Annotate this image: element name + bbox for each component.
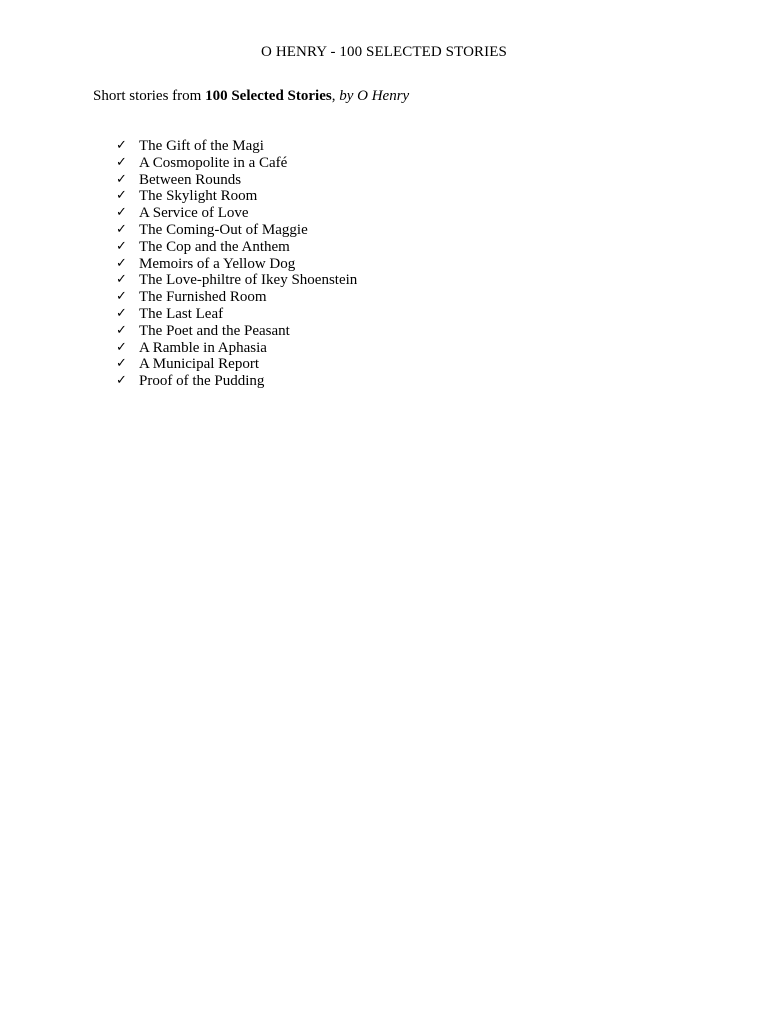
story-title: Between Rounds (139, 171, 242, 188)
list-item (116, 306, 357, 323)
story-list (116, 138, 357, 390)
story-title: A Cosmopolite in a Café (139, 154, 288, 171)
story-title: A Service of Love (139, 205, 249, 222)
list-item (116, 340, 357, 357)
story-title: The Cop and the Anthem (139, 238, 290, 255)
list-item (116, 373, 357, 390)
checkmark-icon: ✓ (116, 305, 127, 321)
page-title: O HENRY - 100 SELECTED STORIES (261, 44, 507, 60)
byline: by O Henry (339, 88, 410, 104)
story-title: The Love-philtre of Ikey Shoenstein (139, 272, 358, 289)
list-item (116, 356, 357, 373)
checkmark-icon: ✓ (116, 339, 127, 355)
checkmark-icon: ✓ (116, 138, 127, 153)
story-title: The Coming-Out of Maggie (139, 221, 308, 238)
list-item (116, 155, 357, 172)
checkmark-icon: ✓ (116, 154, 127, 170)
checkmark-icon: ✓ (116, 289, 127, 305)
story-title: The Poet and the Peasant (139, 322, 290, 339)
checkmark-icon: ✓ (116, 238, 127, 254)
story-title: The Skylight Room (139, 188, 258, 205)
list-item (116, 239, 357, 256)
story-title: The Last Leaf (139, 305, 224, 322)
checkmark-icon: ✓ (116, 255, 127, 271)
list-item (116, 272, 357, 289)
story-title: A Ramble in Aphasia (139, 339, 267, 356)
checkmark-icon: ✓ (116, 373, 127, 389)
checkmark-icon: ✓ (116, 171, 127, 187)
checkmark-icon: ✓ (116, 356, 127, 372)
list-item (116, 222, 357, 239)
checkmark-icon: ✓ (116, 188, 127, 204)
checkmark-icon: ✓ (116, 221, 127, 237)
list-item (116, 289, 357, 306)
intro-comma: , (331, 88, 340, 104)
list-item (116, 138, 357, 155)
story-title: The Gift of the Magi (139, 138, 264, 154)
story-title: A Municipal Report (139, 356, 259, 373)
checkmark-icon: ✓ (116, 272, 127, 288)
list-item (116, 172, 357, 189)
book-title: 100 Selected Stories (205, 88, 332, 104)
story-title: The Furnished Room (139, 289, 267, 306)
story-title: Memoirs of a Yellow Dog (139, 255, 296, 272)
intro-prefix: Short stories from (93, 88, 206, 104)
checkmark-icon: ✓ (116, 205, 127, 221)
list-item (116, 205, 357, 222)
story-title: Proof of the Pudding (139, 373, 265, 390)
list-item (116, 188, 357, 205)
list-item (116, 256, 357, 273)
checkmark-icon: ✓ (116, 322, 127, 338)
list-item (116, 323, 357, 340)
intro-line (93, 87, 409, 105)
